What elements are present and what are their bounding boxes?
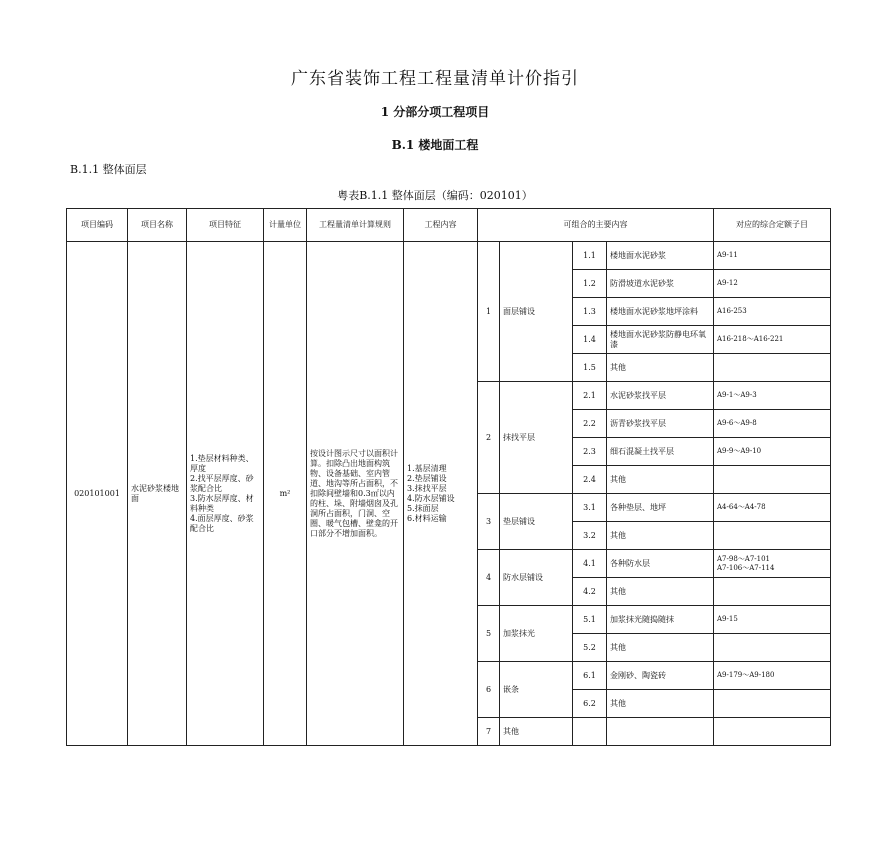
quota-code bbox=[714, 690, 831, 718]
sub-number: 1.4 bbox=[573, 326, 607, 354]
sub-content: 各种防水层 bbox=[607, 550, 714, 578]
sub-number: 2.4 bbox=[573, 466, 607, 494]
sub-number: 5.2 bbox=[573, 634, 607, 662]
header-quota: 对应的综合定额子目 bbox=[714, 209, 831, 242]
section-heading: B.1.1 整体面层 bbox=[70, 163, 147, 176]
sub-number: 6.1 bbox=[573, 662, 607, 690]
empty-cell bbox=[607, 718, 714, 746]
header-work: 工程内容 bbox=[404, 209, 478, 242]
quota-code: A9-9～A9-10 bbox=[714, 438, 831, 466]
table-row bbox=[67, 242, 831, 270]
quota-code bbox=[714, 522, 831, 550]
group-name: 垫层铺设 bbox=[500, 494, 573, 550]
quota-code bbox=[714, 354, 831, 382]
sub-content: 其他 bbox=[607, 522, 714, 550]
group-name: 加浆抹光 bbox=[500, 606, 573, 662]
header-code: 项目编码 bbox=[67, 209, 128, 242]
sub-number: 3.2 bbox=[573, 522, 607, 550]
group-number: 7 bbox=[478, 718, 500, 746]
quota-code bbox=[714, 578, 831, 606]
table-caption: 粤表B.1.1 整体面层（编码：020101） bbox=[337, 189, 533, 202]
group-name: 嵌条 bbox=[500, 662, 573, 718]
sub-number: 2.2 bbox=[573, 410, 607, 438]
document-title: 广东省装饰工程工程量清单计价指引 bbox=[291, 69, 579, 89]
item-name: 水泥砂浆楼地面 bbox=[128, 242, 187, 746]
sub-number: 1.1 bbox=[573, 242, 607, 270]
sub-content: 水泥砂浆找平层 bbox=[607, 382, 714, 410]
sub-content: 细石混凝土找平层 bbox=[607, 438, 714, 466]
item-rule: 按设计图示尺寸以面积计算。扣除凸出地面构筑物、设备基础、室内管道、地沟等所占面积，不扣除间壁墙和0.3㎡以内的柱、垛、附墙烟囱及孔洞所占面积，门洞、空圈、暖气包槽、壁龛的开口部分不增加面积。 bbox=[307, 242, 404, 746]
quota-code: A16-218～A16-221 bbox=[714, 326, 831, 354]
quota-code: A9-11 bbox=[714, 242, 831, 270]
sub-content: 加浆抹光随捣随抹 bbox=[607, 606, 714, 634]
group-number: 2 bbox=[478, 382, 500, 494]
empty-cell bbox=[573, 718, 607, 746]
sub-content: 其他 bbox=[607, 578, 714, 606]
quota-code: A7-98～A7-101 A7-106～A7-114 bbox=[714, 550, 831, 578]
sub-number: 4.2 bbox=[573, 578, 607, 606]
sub-number: 1.3 bbox=[573, 298, 607, 326]
quota-code: A9-15 bbox=[714, 606, 831, 634]
quota-code bbox=[714, 634, 831, 662]
quota-code: A9-179～A9-180 bbox=[714, 662, 831, 690]
group-number: 3 bbox=[478, 494, 500, 550]
sub-number: 5.1 bbox=[573, 606, 607, 634]
sub-content: 其他 bbox=[607, 466, 714, 494]
quota-code: A9-12 bbox=[714, 270, 831, 298]
group-number: 6 bbox=[478, 662, 500, 718]
sub-content: 各种垫层、地坪 bbox=[607, 494, 714, 522]
sub-number: 4.1 bbox=[573, 550, 607, 578]
sub-content: 防滑坡道水泥砂浆 bbox=[607, 270, 714, 298]
sub-content: 楼地面水泥砂浆 bbox=[607, 242, 714, 270]
sub-content: 其他 bbox=[607, 354, 714, 382]
sub-content: 其他 bbox=[607, 690, 714, 718]
sub-number: 1.5 bbox=[573, 354, 607, 382]
quota-code: A16-253 bbox=[714, 298, 831, 326]
group-name: 抹找平层 bbox=[500, 382, 573, 494]
item-work: 1.基层清理 2.垫层铺设 3.抹找平层 4.防水层铺设 5.抹面层 6.材料运输 bbox=[404, 242, 478, 746]
quota-code bbox=[714, 466, 831, 494]
header-unit: 计量单位 bbox=[264, 209, 307, 242]
sub-content: 楼地面水泥砂浆地坪涂料 bbox=[607, 298, 714, 326]
item-features: 1.垫层材料种类、厚度 2.找平层厚度、砂浆配合比 3.防水层厚度、材料种类 4.面层厚度、砂浆配合比 bbox=[187, 242, 264, 746]
sub-content: 楼地面水泥砂浆防静电环氧漆 bbox=[607, 326, 714, 354]
header-name: 项目名称 bbox=[128, 209, 187, 242]
group-number: 4 bbox=[478, 550, 500, 606]
group-name: 其他 bbox=[500, 718, 573, 746]
quota-table bbox=[66, 208, 831, 746]
header-rule: 工程量清单计算规则 bbox=[307, 209, 404, 242]
group-number: 5 bbox=[478, 606, 500, 662]
header-combo: 可组合的主要内容 bbox=[478, 209, 714, 242]
sub-content: 金刚砂、陶瓷砖 bbox=[607, 662, 714, 690]
group-name: 防水层铺设 bbox=[500, 550, 573, 606]
table-header-row bbox=[67, 209, 831, 242]
group-number: 1 bbox=[478, 242, 500, 382]
item-unit: m² bbox=[264, 242, 307, 746]
sub-content: 沥青砂浆找平层 bbox=[607, 410, 714, 438]
sub-number: 1.2 bbox=[573, 270, 607, 298]
sub-content: 其他 bbox=[607, 634, 714, 662]
sub-number: 2.1 bbox=[573, 382, 607, 410]
part-heading: 1 分部分项工程项目 bbox=[380, 105, 490, 119]
quota-code: A9-1～A9-3 bbox=[714, 382, 831, 410]
sub-number: 6.2 bbox=[573, 690, 607, 718]
empty-cell bbox=[714, 718, 831, 746]
item-code: 020101001 bbox=[67, 242, 128, 746]
sub-number: 2.3 bbox=[573, 438, 607, 466]
group-name: 面层铺设 bbox=[500, 242, 573, 382]
sub-number: 3.1 bbox=[573, 494, 607, 522]
quota-code: A9-6～A9-8 bbox=[714, 410, 831, 438]
chapter-heading: B.1 楼地面工程 bbox=[391, 138, 479, 152]
header-features: 项目特征 bbox=[187, 209, 264, 242]
quota-code: A4-64～A4-78 bbox=[714, 494, 831, 522]
table-body bbox=[67, 242, 831, 746]
